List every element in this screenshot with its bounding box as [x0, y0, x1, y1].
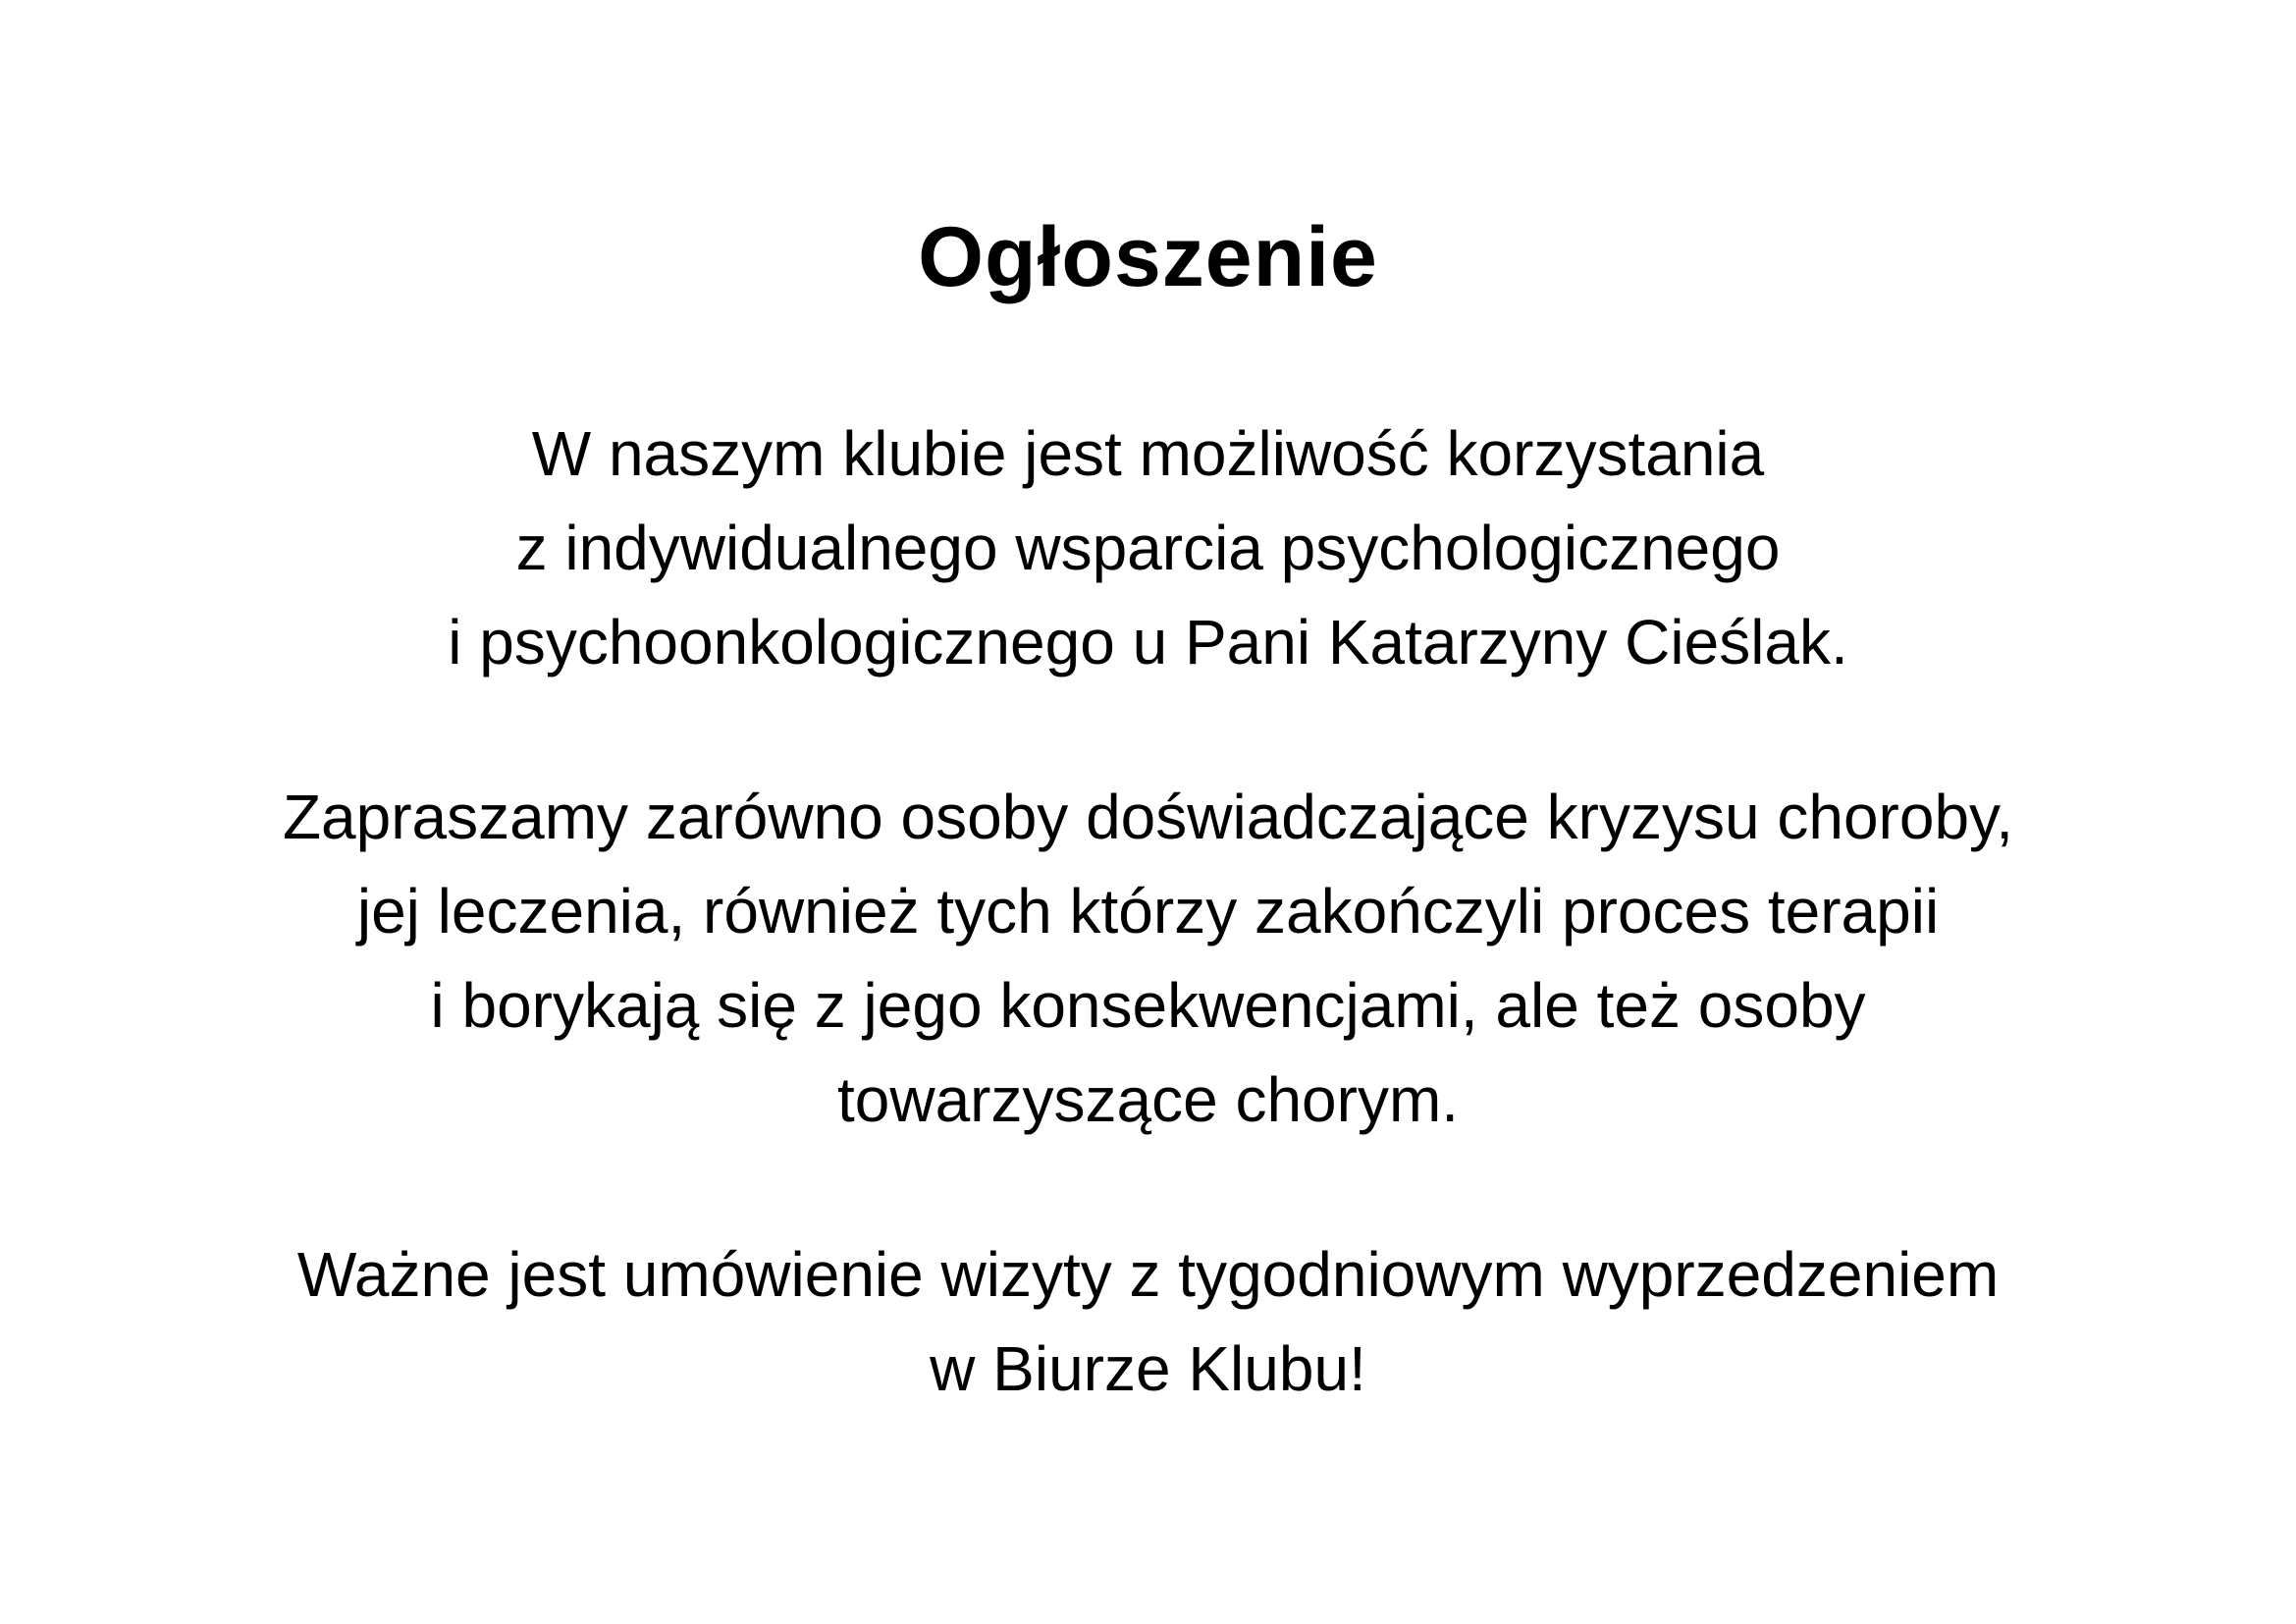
text-line: i borykają się z jego konsekwencjami, ale też osoby [430, 970, 1866, 1041]
text-line: Zapraszamy zarówno osoby doświadczające kryzysu choroby, [282, 782, 2014, 852]
text-line: w Biurze Klubu! [930, 1333, 1366, 1404]
text-line: towarzyszące chorym. [836, 1064, 1460, 1135]
text-line: z indywidualnego wsparcia psychologicznego [515, 513, 1781, 583]
paragraph-support-info [0, 406, 2296, 689]
announcement-title: Ogłoszenie [918, 210, 1378, 304]
text-line: Ważne jest umówienie wizyty z tygodniowym wyprzedzeniem [296, 1239, 2000, 1310]
text-line: W naszym klubie jest możliwość korzystania [531, 418, 1765, 489]
text-line: jej leczenia, również tych którzy zakończyli proces terapii [356, 876, 1940, 947]
paragraph-appointment-notice [0, 1227, 2296, 1416]
paragraph-invitation [0, 770, 2296, 1147]
text-line: i psychoonkologicznego u Pani Katarzyny Cieślak. [448, 607, 1848, 677]
